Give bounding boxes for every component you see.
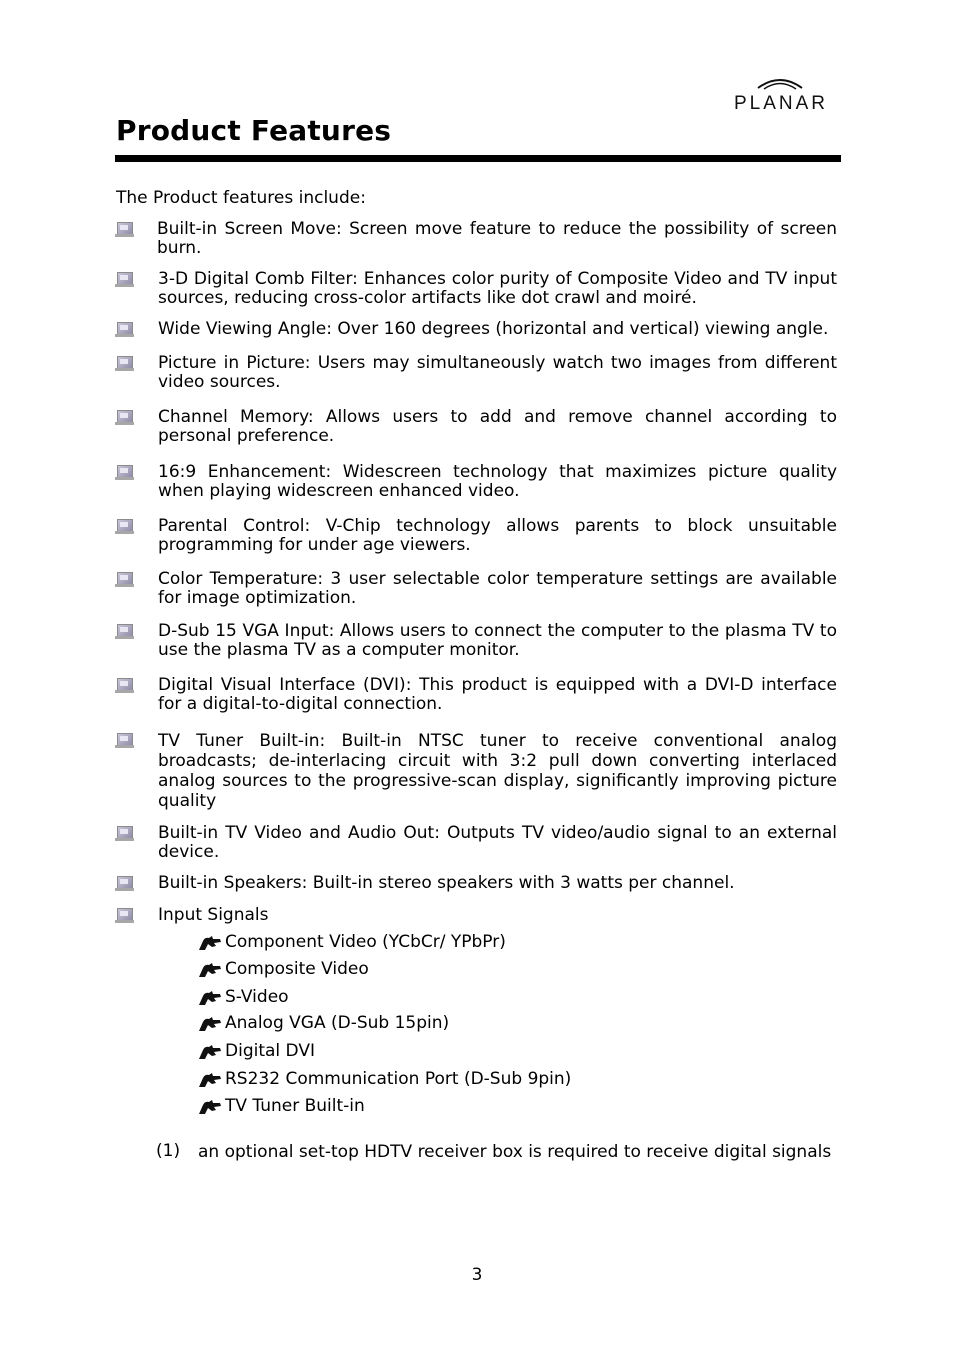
monitor-icon <box>115 464 134 481</box>
feature-label: Wide Viewing Angle: <box>158 319 332 339</box>
feature-desc: Screen move feature to reduce the possibility of screen burn. <box>157 219 838 258</box>
logo-wordmark: PLANAR <box>733 93 829 114</box>
feature-label: Input Signals <box>158 905 269 925</box>
monitor-icon <box>115 355 134 372</box>
feature-label: 3-D Digital Comb Filter: <box>158 269 358 289</box>
signal-label: S-Video <box>225 987 289 1007</box>
feature-desc: Allows users to connect the computer to the plasma TV to use the plasma TV as a computer monitor. <box>158 621 837 660</box>
page-title: Product Features <box>116 114 392 147</box>
signal-hand-icon <box>198 1099 222 1115</box>
monitor-icon <box>115 409 134 426</box>
signal-hand-icon <box>198 1044 222 1060</box>
monitor-icon <box>115 907 134 924</box>
feature-label: Digital Visual Interface (DVI): <box>158 675 412 695</box>
feature-label: Channel Memory: <box>158 407 314 427</box>
signal-hand-icon <box>198 1016 222 1032</box>
monitor-icon <box>115 677 134 694</box>
feature-label: Built-in TV Video and Audio Out: <box>158 823 440 843</box>
feature-desc: Users may simultaneously watch two images from different video sources. <box>158 353 837 392</box>
monitor-icon <box>115 271 134 288</box>
monitor-icon <box>115 518 134 535</box>
feature-desc: Over 160 degrees (horizontal and vertical) viewing angle. <box>331 319 829 339</box>
footnote-marker: (1) <box>156 1141 181 1161</box>
feature-label: Parental Control: <box>158 516 311 536</box>
monitor-icon <box>115 825 134 842</box>
feature-label: D-Sub 15 VGA Input: <box>158 621 335 641</box>
monitor-icon <box>115 875 134 892</box>
page-number: 3 <box>471 1265 483 1285</box>
logo-arc-icon <box>756 76 804 90</box>
footnote-text: an optional set-top HDTV receiver box is required to receive digital signals <box>198 1142 832 1162</box>
feature-desc: Built-in NTSC tuner to receive conventional analog broadcasts; de-interlacing circuit with 3:2 pull down converting interlaced analog sources to the progressive-scan display, significantly improving picture quality <box>158 731 837 811</box>
feature-label: TV Tuner Built-in: <box>158 731 326 751</box>
monitor-icon <box>115 571 134 588</box>
feature-desc: Widescreen technology that maximizes picture quality when playing widescreen enhanced video. <box>158 462 838 501</box>
monitor-icon <box>115 221 134 238</box>
feature-desc: 3 user selectable color temperature settings are available for image optimization. <box>158 569 838 608</box>
feature-desc: Built-in stereo speakers with 3 watts per channel. <box>307 873 735 893</box>
feature-label: Built-in Speakers: <box>158 873 308 893</box>
feature-desc: Enhances color purity of Composite Video and TV input sources, reducing cross-color artifacts like dot crawl and moiré. <box>158 269 837 308</box>
feature-desc: This product is equipped with a DVI-D interface for a digital-to-digital connection. <box>158 675 837 714</box>
signal-hand-icon <box>198 935 222 951</box>
feature-label: 16:9 Enhancement: <box>158 462 332 482</box>
signal-label: Digital DVI <box>225 1041 315 1061</box>
signal-label: Composite Video <box>225 959 369 979</box>
signal-hand-icon <box>198 962 222 978</box>
feature-desc: Allows users to add and remove channel according to personal preference. <box>158 407 837 446</box>
monitor-icon <box>115 732 134 749</box>
planar-logo <box>722 76 842 116</box>
signal-label: RS232 Communication Port (D-Sub 9pin) <box>225 1069 572 1089</box>
signal-label: Component Video (YCbCr/ YPbPr) <box>225 932 506 952</box>
feature-desc: Outputs TV video/audio signal to an external device. <box>158 823 837 862</box>
monitor-icon <box>115 623 134 640</box>
monitor-icon <box>115 321 134 338</box>
signal-label: Analog VGA (D-Sub 15pin) <box>225 1013 450 1033</box>
signal-hand-icon <box>198 990 222 1006</box>
feature-label: Built-in Screen Move: <box>157 219 342 239</box>
intro-text: The Product features include: <box>116 188 366 208</box>
title-divider <box>115 155 841 162</box>
feature-label: Picture in Picture: <box>158 353 311 373</box>
signal-label: TV Tuner Built-in <box>225 1096 365 1116</box>
feature-desc: V-Chip technology allows parents to block unsuitable programming for under age viewers. <box>158 516 837 555</box>
signal-hand-icon <box>198 1072 222 1088</box>
feature-label: Color Temperature: <box>158 569 324 589</box>
